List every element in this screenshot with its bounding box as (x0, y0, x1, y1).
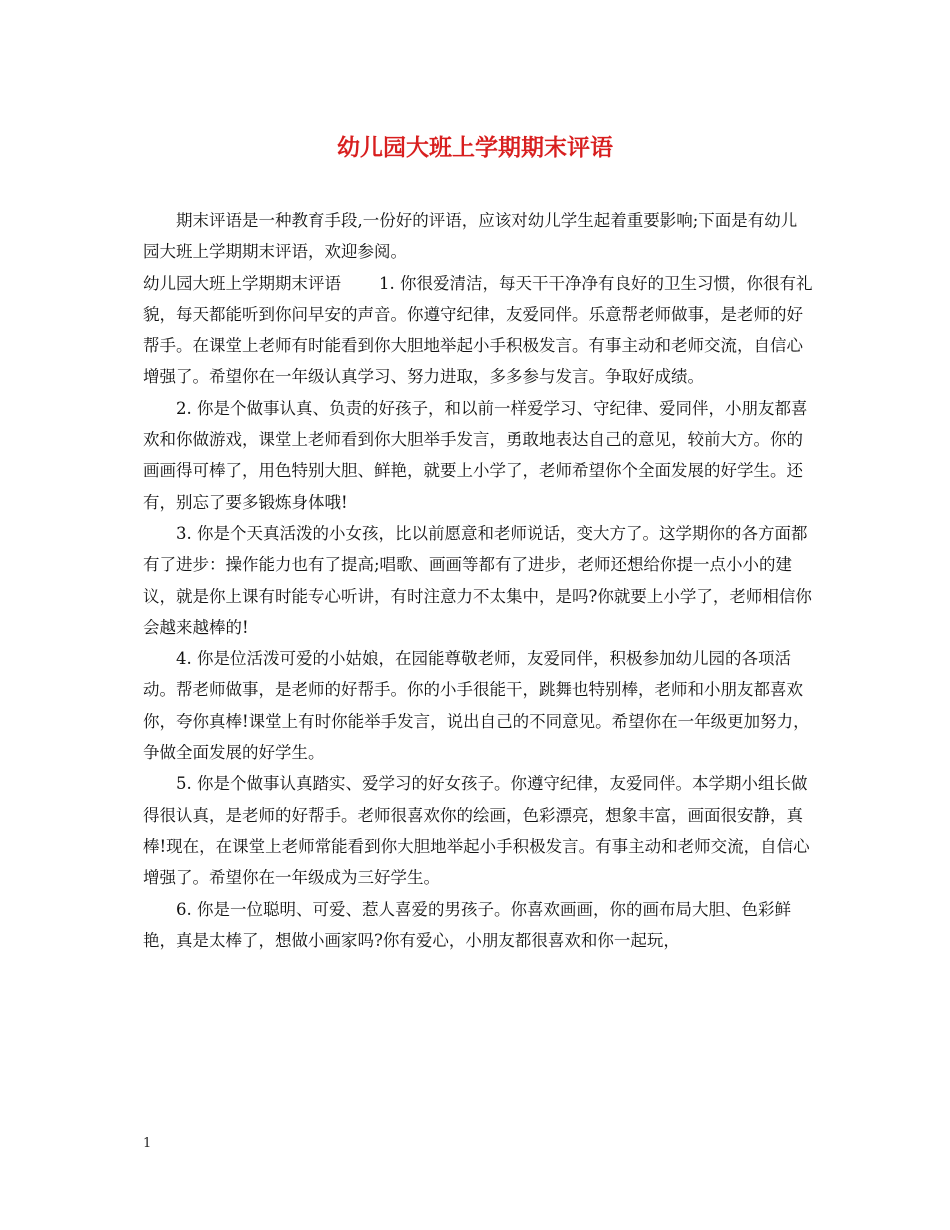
item-paragraph-2: 2. 你是个做事认真、负责的好孩子，和以前一样爱学习、守纪律、爱同伴，小朋友都喜欢和你做游戏，课堂上老师看到你大胆举手发言，勇敢地表达自己的意见，较前大方。你的画画得可棒了，用色特别大胆、鲜艳，就要上小学了，老师希望你个全面发展的好学生。还有，别忘了要多锻炼身体哦! (143, 398, 808, 512)
section-heading: 幼儿园大班上学期期末评语 (143, 273, 341, 293)
item-1-text: 1. 你很爱清洁，每天干干净净有良好的卫生习惯，你很有礼貌，每天都能听到你问早安的声音。你遵守纪律，友爱同伴。乐意帮老师做事，是老师的好帮手。在课堂上老师有时能看到你大胆地举起小手积极发言。有事主动和老师交流，自信心增强了。希望你在一年级认真学习、努力进取，多多参与发言。争取好成绩。 (143, 273, 813, 387)
page-title: 幼儿园大班上学期期末评语 (337, 134, 613, 161)
page-number: 1 (143, 1136, 152, 1151)
item-paragraph-3: 3. 你是个天真活泼的小女孩，比以前愿意和老师说话，变大方了。这学期你的各方面都有了进步：操作能力也有了提高;唱歌、画画等都有了进步，老师还想给你提一点小小的建议，就是你上课有时能专心听讲，有时注意力不太集中，是吗?你就要上小学了，老师相信你会越来越棒的! (143, 523, 812, 637)
item-paragraph-6: 6. 你是一位聪明、可爱、惹人喜爱的男孩子。你喜欢画画，你的画布局大胆、色彩鲜艳，真是太棒了，想做小画家吗?你有爱心，小朋友都很喜欢和你一起玩， (143, 899, 791, 950)
item-paragraph-1 (143, 268, 813, 393)
document-body (143, 205, 813, 956)
intro-paragraph: 期末评语是一种教育手段,一份好的评语，应该对幼儿学生起着重要影响;下面是有幼儿园大班上学期期末评语，欢迎参阅。 (143, 211, 798, 262)
item-paragraph-5: 5. 你是个做事认真踏实、爱学习的好女孩子。你遵守纪律，友爱同伴。本学期小组长做得很认真，是老师的好帮手。老师很喜欢你的绘画，色彩漂亮，想象丰富，画面很安静，真棒!现在，在课堂上老师常能看到你大胆地举起小手积极发言。有事主动和老师交流，自信心增强了。希望你在一年级成为三好学生。 (143, 774, 810, 888)
item-paragraph-4: 4. 你是位活泼可爱的小姑娘，在园能尊敬老师，友爱同伴，积极参加幼儿园的各项活动。帮老师做事，是老师的好帮手。你的小手很能干，跳舞也特别棒，老师和小朋友都喜欢你，夸你真棒!课堂上有时你能举手发言，说出自己的不同意见。希望你在一年级更加努力，争做全面发展的好学生。 (143, 649, 810, 763)
